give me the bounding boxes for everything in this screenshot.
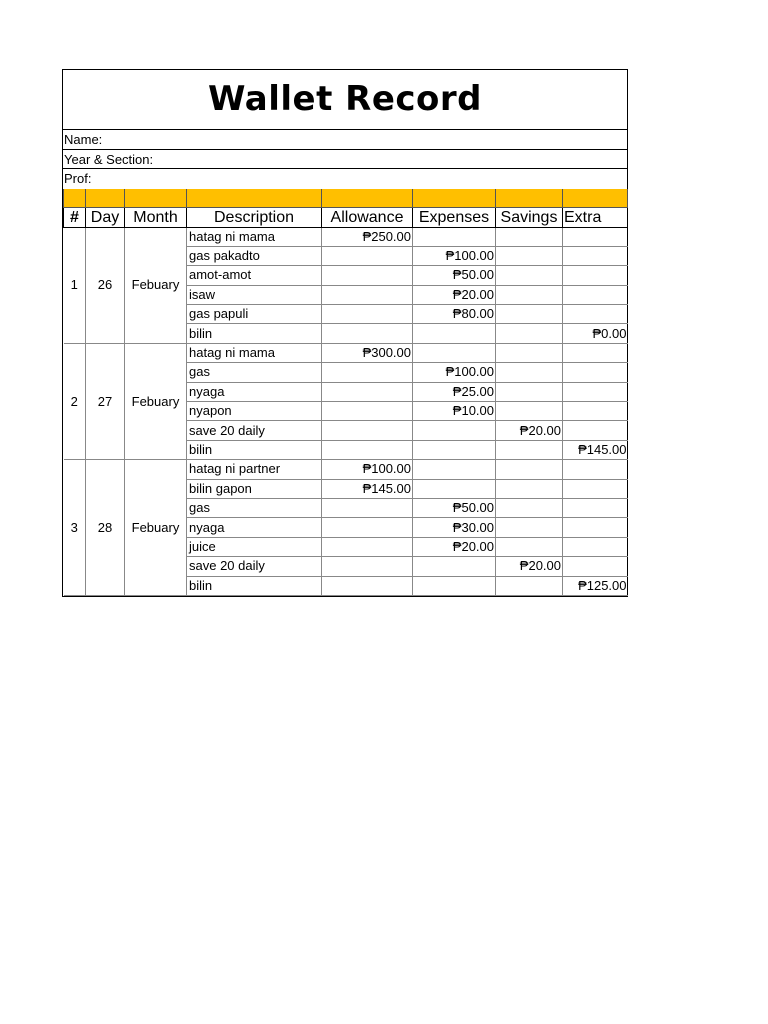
savings-cell[interactable] — [496, 285, 563, 304]
expenses-cell[interactable] — [413, 557, 496, 576]
expenses-cell[interactable] — [413, 343, 496, 362]
extra-cell[interactable]: ₱125.00 — [563, 576, 628, 595]
expenses-cell[interactable]: ₱20.00 — [413, 285, 496, 304]
allowance-cell[interactable] — [322, 537, 413, 556]
extra-cell[interactable] — [563, 227, 628, 246]
extra-cell[interactable] — [563, 557, 628, 576]
expenses-cell[interactable]: ₱30.00 — [413, 518, 496, 537]
col-header-allowance: Allowance — [322, 207, 413, 227]
col-header-day: Day — [86, 207, 125, 227]
expenses-cell[interactable] — [413, 460, 496, 479]
description-cell[interactable]: gas — [187, 363, 322, 382]
savings-cell[interactable] — [496, 402, 563, 421]
entry-month[interactable]: Febuary — [125, 460, 187, 596]
extra-cell[interactable] — [563, 460, 628, 479]
column-header-row — [64, 207, 628, 227]
expenses-cell[interactable] — [413, 421, 496, 440]
allowance-cell[interactable] — [322, 576, 413, 595]
extra-cell[interactable] — [563, 363, 628, 382]
savings-cell[interactable] — [496, 576, 563, 595]
expenses-cell[interactable] — [413, 440, 496, 459]
allowance-cell[interactable] — [322, 382, 413, 401]
description-cell[interactable]: bilin gapon — [187, 479, 322, 498]
description-cell[interactable]: bilin — [187, 324, 322, 343]
col-header-expenses: Expenses — [413, 207, 496, 227]
expenses-cell[interactable]: ₱20.00 — [413, 537, 496, 556]
wallet-record-sheet — [62, 69, 628, 597]
savings-cell[interactable] — [496, 440, 563, 459]
description-cell[interactable]: juice — [187, 537, 322, 556]
description-cell[interactable]: gas pakadto — [187, 246, 322, 265]
description-cell[interactable]: hatag ni mama — [187, 343, 322, 362]
savings-cell[interactable] — [496, 518, 563, 537]
expenses-cell[interactable]: ₱50.00 — [413, 498, 496, 517]
description-cell[interactable]: save 20 daily — [187, 421, 322, 440]
description-cell[interactable]: isaw — [187, 285, 322, 304]
description-cell[interactable]: amot-amot — [187, 266, 322, 285]
allowance-cell[interactable]: ₱100.00 — [322, 460, 413, 479]
allowance-cell[interactable] — [322, 363, 413, 382]
entry-number[interactable]: 3 — [64, 460, 86, 596]
extra-cell[interactable] — [563, 266, 628, 285]
year-section-field[interactable]: Year & Section: — [63, 150, 627, 170]
extra-cell[interactable] — [563, 305, 628, 324]
description-cell[interactable]: gas — [187, 498, 322, 517]
savings-cell[interactable] — [496, 343, 563, 362]
description-cell[interactable]: nyapon — [187, 402, 322, 421]
savings-cell[interactable] — [496, 498, 563, 517]
extra-cell[interactable] — [563, 498, 628, 517]
entry-month[interactable]: Febuary — [125, 227, 187, 343]
prof-field[interactable]: Prof: — [64, 171, 92, 186]
savings-cell[interactable] — [496, 460, 563, 479]
expenses-cell[interactable] — [413, 576, 496, 595]
allowance-cell[interactable] — [322, 440, 413, 459]
allowance-cell[interactable]: ₱250.00 — [322, 227, 413, 246]
allowance-cell[interactable] — [322, 402, 413, 421]
col-header-savings: Savings — [496, 207, 563, 227]
table-row — [64, 460, 628, 479]
expenses-cell[interactable]: ₱80.00 — [413, 305, 496, 324]
expenses-cell[interactable]: ₱100.00 — [413, 363, 496, 382]
expenses-cell[interactable] — [413, 324, 496, 343]
savings-cell[interactable] — [496, 324, 563, 343]
description-cell[interactable]: hatag ni partner — [187, 460, 322, 479]
allowance-cell[interactable]: ₱300.00 — [322, 343, 413, 362]
extra-cell[interactable] — [563, 537, 628, 556]
expenses-cell[interactable]: ₱100.00 — [413, 246, 496, 265]
savings-cell[interactable] — [496, 246, 563, 265]
description-cell[interactable]: gas papuli — [187, 305, 322, 324]
expenses-cell[interactable]: ₱10.00 — [413, 402, 496, 421]
allowance-cell[interactable] — [322, 285, 413, 304]
allowance-cell[interactable] — [322, 557, 413, 576]
page-title: Wallet Record — [63, 70, 627, 130]
records-table — [63, 189, 628, 596]
extra-cell[interactable] — [563, 479, 628, 498]
extra-cell[interactable] — [563, 518, 628, 537]
col-header-extra: Extra — [563, 207, 628, 227]
col-header-number: # — [64, 207, 86, 227]
allowance-cell[interactable] — [322, 266, 413, 285]
savings-cell[interactable] — [496, 227, 563, 246]
allowance-cell[interactable] — [322, 498, 413, 517]
extra-cell[interactable]: ₱0.00 — [563, 324, 628, 343]
extra-cell[interactable] — [563, 343, 628, 362]
savings-cell[interactable] — [496, 266, 563, 285]
entry-day[interactable]: 28 — [86, 460, 125, 596]
extra-cell[interactable] — [563, 421, 628, 440]
extra-cell[interactable] — [563, 246, 628, 265]
allowance-cell[interactable] — [322, 305, 413, 324]
savings-cell[interactable]: ₱20.00 — [496, 557, 563, 576]
description-cell[interactable]: bilin — [187, 576, 322, 595]
allowance-cell[interactable] — [322, 518, 413, 537]
entry-month[interactable]: Febuary — [125, 343, 187, 459]
expenses-cell[interactable] — [413, 227, 496, 246]
savings-cell[interactable] — [496, 305, 563, 324]
entry-number[interactable]: 2 — [64, 343, 86, 459]
allowance-cell[interactable] — [322, 421, 413, 440]
savings-cell[interactable]: ₱20.00 — [496, 421, 563, 440]
col-header-month: Month — [125, 207, 187, 227]
description-cell[interactable]: nyaga — [187, 518, 322, 537]
extra-cell[interactable] — [563, 402, 628, 421]
entry-number[interactable]: 1 — [64, 227, 86, 343]
savings-cell[interactable] — [496, 479, 563, 498]
allowance-cell[interactable]: ₱145.00 — [322, 479, 413, 498]
expenses-cell[interactable]: ₱50.00 — [413, 266, 496, 285]
savings-cell[interactable] — [496, 382, 563, 401]
expenses-cell[interactable] — [413, 479, 496, 498]
header-band — [64, 189, 628, 208]
savings-cell[interactable] — [496, 537, 563, 556]
entry-day[interactable]: 27 — [86, 343, 125, 459]
name-field[interactable]: Name: — [63, 130, 627, 150]
description-cell[interactable]: save 20 daily — [187, 557, 322, 576]
extra-cell[interactable] — [563, 285, 628, 304]
description-cell[interactable]: hatag ni mama — [187, 227, 322, 246]
extra-cell[interactable] — [563, 382, 628, 401]
col-header-description: Description — [187, 207, 322, 227]
table-row — [64, 227, 628, 246]
expenses-cell[interactable]: ₱25.00 — [413, 382, 496, 401]
allowance-cell[interactable] — [322, 324, 413, 343]
entry-day[interactable]: 26 — [86, 227, 125, 343]
allowance-cell[interactable] — [322, 246, 413, 265]
description-cell[interactable]: bilin — [187, 440, 322, 459]
savings-cell[interactable] — [496, 363, 563, 382]
table-row — [64, 343, 628, 362]
extra-cell[interactable]: ₱145.00 — [563, 440, 628, 459]
description-cell[interactable]: nyaga — [187, 382, 322, 401]
